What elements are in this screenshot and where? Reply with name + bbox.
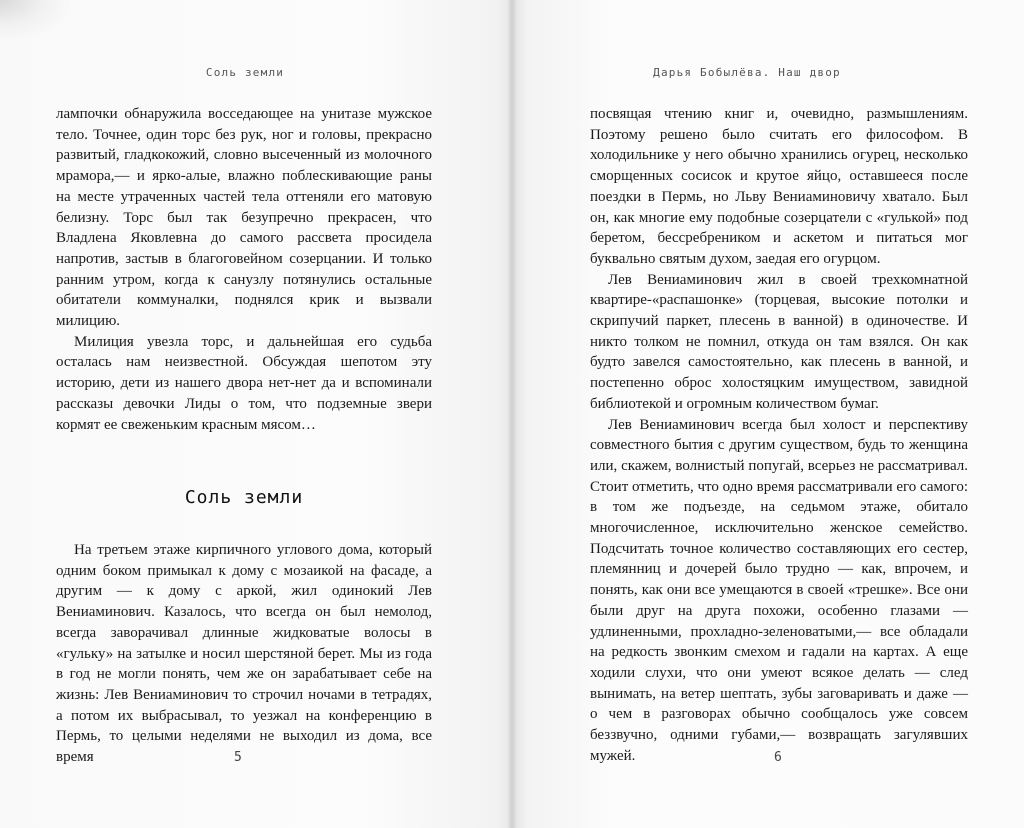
paragraph: лампочки обнаружила восседающее на унитазе мужское тело. Точнее, один торс без рук, ног и головы, прекрасно развитый, гладкокожий, словно высеченный из молочного мрамора,— и ярко-алые, влажно поблескивающие раны на месте утраченных частей тела оттеняли его матовую белизну. Торс был так безупречно прекрасен, что Владлена Яковлевна до самого рассвета просидела напротив, застыв в благоговейном созерцании. И только ранним утром, когда к санузлу потянулись остальные обитатели коммуналки, поднялся крик и вызвали милицию. xyxy=(56,106,432,330)
right-page xyxy=(512,0,1024,828)
running-head-right: Дарья Бобылёва. Наш двор xyxy=(653,66,841,79)
running-head-left: Соль земли xyxy=(205,66,285,79)
page-number-right: 6 xyxy=(774,750,782,765)
chapter-title: Соль земли xyxy=(184,487,304,508)
paragraph: На третьем этаже кирпичного углового дома, который одним боком примыкал к дому с мозаикой на фасаде, а другим — к дому с аркой, жил одинокий Лев Вениаминович. Казалось, что всегда он был немолод, всегда заворачивал длинные жидковатые волосы в «гульку» на затылке и носил шерстяной берет. Мы из года в год не могли понять, чем же он зарабатывает себе на жизнь: Лев Вениаминович то строчил ночами в тетрадях, а потом их выбрасывал, то уезжал на конференцию в Пермь, то целыми неделями не выходил из дома, все время xyxy=(56,542,432,766)
right-page-text xyxy=(590,104,968,767)
left-page-text-after-chapter xyxy=(56,540,432,768)
paragraph: посвящая чтению книг и, очевидно, размышлениям. Поэтому решено было считать его философом. В холодильнике у него обычно хранились огурец, несколько сморщенных сосисок и крутое яйцо, оставшееся после поездки в Пермь, но Льву Вениаминовичу хватало. Был он, как многие ему подобные созерцатели с «гулькой» под беретом, бессребреником и аскетом и питаться мог буквально святым духом, заедая его огурцом. xyxy=(590,106,968,267)
page-corner-shadow xyxy=(0,0,70,40)
paragraph: Лев Вениаминович всегда был холост и перспективу совместного бытия с другим существом, будь то женщина или, скажем, волнистый попугай, всерьез не рассматривал. Стоит отметить, что одно время рассматривали его самого: в том же подъезде, на седьмом этаже, обитало многочисленное, исключительно женское семейство. Подсчитать точное количество составляющих его сестер, племянниц и дочерей было трудно — как, впрочем, и понять, как они все умещаются в своей «трешке». Все они были друг на друга похожи, особенно глазами — удлиненными, прохладно-зеленоватыми,— все обладали на редкость звонким смехом и гадали на картах. А еще ходили слухи, что они умеют всякое делать — след вынимать, на ветер шептать, зубы заговаривать и даже — о чем в разговорах обычно сообщалось уже совсем беззвучно, одними губами,— возвращать загулявших мужей. xyxy=(590,416,968,764)
page-number-left: 5 xyxy=(234,750,242,765)
book-gutter xyxy=(508,0,516,828)
left-page-text-before-chapter xyxy=(56,104,432,435)
paragraph: Милиция увезла торс, и дальнейшая его судьба осталась нам неизвестной. Обсуждая шепотом эту историю, дети из нашего двора нет-нет да и вспоминали рассказы девочки Лиды о том, что подземные звери кормят ее свеженьким красным мясом… xyxy=(56,333,432,433)
paragraph: Лев Вениаминович жил в своей трехкомнатной квартире-«распашонке» (торцевая, высокие потолки и скрипучий паркет, плесень в ванной) в одиночестве. И никто толком не помнил, откуда он там взялся. Он как будто завелся самостоятельно, как плесень в ванной, и постепенно оброс холостяцким имуществом, завидной библиотекой и огромным количеством бумаг. xyxy=(590,271,968,412)
